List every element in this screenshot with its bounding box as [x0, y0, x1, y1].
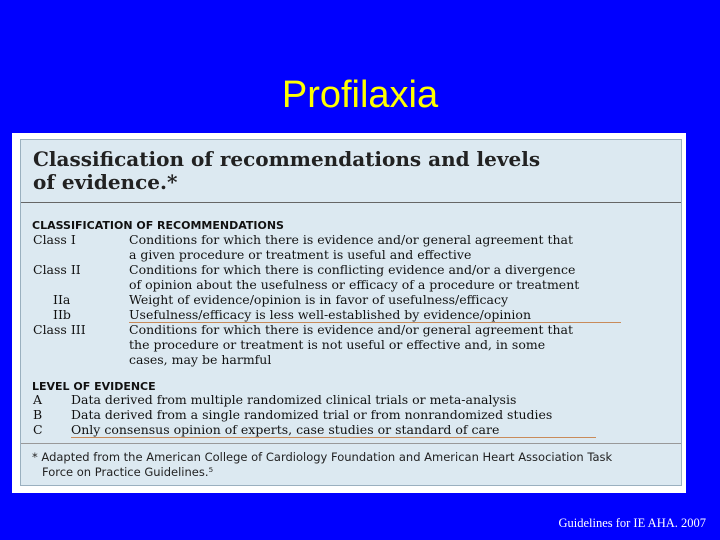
classification-text: Conditions for which there is evidence and/or general agreement that [129, 232, 573, 247]
footnote-line-2: Force on Practice Guidelines.⁵ [42, 465, 214, 479]
evidence-title: LEVEL OF EVIDENCE [32, 380, 156, 393]
footnote-divider [21, 443, 681, 444]
evidence-text: Data derived from multiple randomized clinical trials or meta-analysis [71, 392, 517, 407]
evidence-label: B [33, 407, 43, 422]
figure-panel [12, 133, 686, 493]
evidence-label: C [33, 422, 43, 437]
classification-label: IIb [53, 307, 71, 322]
slide-title: Profilaxia [281, 74, 439, 116]
classification-label: Class III [33, 322, 86, 337]
classification-text: a given procedure or treatment is useful and effective [129, 247, 472, 262]
classification-label: Class II [33, 262, 81, 277]
underline-divider [71, 437, 596, 438]
table-heading [33, 148, 540, 194]
classification-label: IIa [53, 292, 71, 307]
classification-title: CLASSIFICATION OF RECOMMENDATIONS [32, 219, 284, 232]
classification-text: Conditions for which there is conflicting evidence and/or a divergence [129, 262, 576, 277]
classification-text: Usefulness/efficacy is less well-established by evidence/opinion [129, 307, 532, 322]
recommendations-table [20, 139, 682, 486]
table-heading-line-2: of evidence.* [33, 170, 178, 194]
heading-divider [21, 202, 681, 203]
evidence-text: Data derived from a single randomized trial or from nonrandomized studies [71, 407, 553, 422]
footnote-line-1: * Adapted from the American College of Cardiology Foundation and American Heart Association Task [32, 450, 613, 464]
classification-text: the procedure or treatment is not useful or effective and, in some [129, 337, 546, 352]
classification-text: of opinion about the usefulness or efficacy of a procedure or treatment [129, 277, 580, 292]
classification-text: Conditions for which there is evidence and/or general agreement that [129, 322, 573, 337]
classification-text: Weight of evidence/opinion is in favor of usefulness/efficacy [129, 292, 509, 307]
source-citation: Guidelines for IE AHA. 2007 [558, 516, 706, 530]
evidence-text: Only consensus opinion of experts, case studies or standard of care [71, 422, 500, 437]
table-heading-line-1: Classification of recommendations and levels [33, 147, 541, 171]
classification-text: cases, may be harmful [129, 352, 272, 367]
footnote [32, 450, 612, 480]
classification-label: Class I [33, 232, 76, 247]
evidence-label: A [33, 392, 43, 407]
